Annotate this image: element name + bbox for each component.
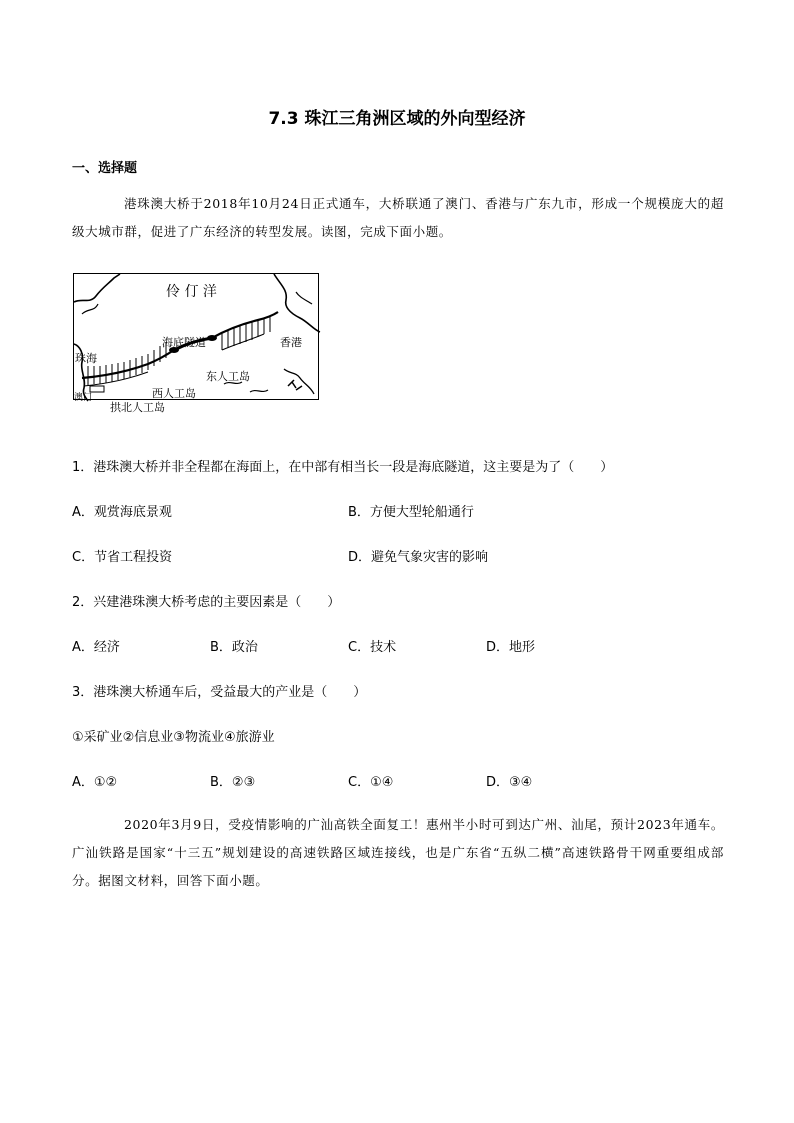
- q1-option-d[interactable]: D．避免气象灾害的影响: [348, 550, 489, 565]
- map-label-macau: 澳门: [74, 393, 93, 403]
- page-title: 7.3 珠江三角洲区域的外向型经济: [268, 109, 526, 129]
- q3-option-a[interactable]: A．①②: [72, 775, 118, 790]
- question-3-stem: 3．港珠澳大桥通车后，受益最大的产业是（ ）: [72, 685, 367, 700]
- passage-1: 港珠澳大桥于2018年10月24日正式通车，大桥联通了澳门、香港与广东九市，形成一个规模庞大的超级大城市群，促进了广东经济的转型发展。读图，完成下面小题。: [72, 196, 724, 239]
- map-label-west-island: 西人工岛: [152, 387, 196, 400]
- q2-option-b[interactable]: B．政治: [210, 640, 258, 655]
- q3-option-b[interactable]: B．②③: [210, 775, 256, 790]
- bridge-map: [73, 273, 319, 414]
- q2-option-a[interactable]: A．经济: [72, 640, 120, 655]
- q2-option-c[interactable]: C．技术: [348, 640, 397, 655]
- q3-option-d[interactable]: D．③④: [486, 775, 533, 790]
- map-label-tunnel: 海底隧道: [162, 336, 206, 349]
- section-heading: 一、选择题: [72, 161, 138, 176]
- q1-option-b[interactable]: B．方便大型轮船通行: [348, 505, 474, 520]
- map-label-gongbei: 拱北人工岛: [110, 401, 165, 414]
- map-label-east-island: 东人工岛: [206, 370, 250, 383]
- map-label-hongkong: 香港: [280, 336, 302, 349]
- q1-option-c[interactable]: C．节省工程投资: [72, 550, 173, 565]
- question-1-stem: 1．港珠澳大桥并非全程都在海面上，在中部有相当长一段是海底隧道，这主要是为了（ ）: [72, 460, 614, 475]
- q2-option-d[interactable]: D．地形: [486, 640, 536, 655]
- question-3-items: ①采矿业②信息业③物流业④旅游业: [72, 730, 275, 745]
- q1-option-a[interactable]: A．观赏海底景观: [72, 505, 172, 520]
- question-2-stem: 2．兴建港珠澳大桥考虑的主要因素是（ ）: [72, 595, 341, 610]
- q3-option-c[interactable]: C．①④: [348, 775, 394, 790]
- map-label-sea: 伶 仃 洋: [166, 284, 217, 300]
- map-label-zhuhai: 珠海: [75, 352, 97, 365]
- passage-2: 2020年3月9日，受疫情影响的广汕高铁全面复工！惠州半小时可到达广州、汕尾，预计2023年通车。广汕铁路是国家“十三五”规划建设的高速铁路区域连接线，也是广东省“五纵二横”高速铁路骨干网重要组成部分。据图文材料，回答下面小题。: [72, 817, 724, 888]
